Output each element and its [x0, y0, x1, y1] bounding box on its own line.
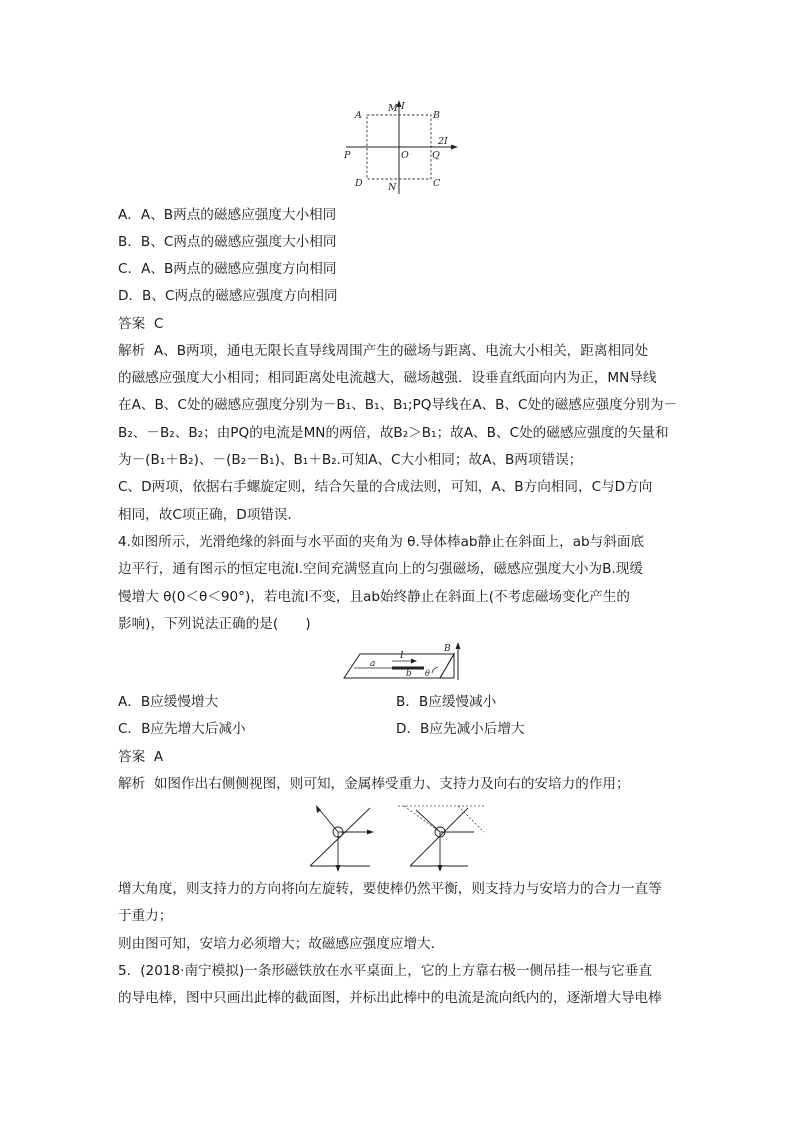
answer-label: 答案 [118, 316, 146, 332]
q3-answer [118, 315, 163, 333]
q3-analysis-line-5: 为－(B₁＋B₂)、－(B₂－B₁)、B₁＋B₂.可知A、C大小相同；故A、B两项错误； [118, 452, 583, 468]
q4-stem-line-1: 4.如图所示，光滑绝缘的斜面与水平面的夹角为 θ.导体棒ab静止在斜面上，ab与斜面底 [118, 534, 645, 550]
q3-analysis-line-4: B₂、－B₂、B₂；由PQ的电流是MN的两倍，故B₂＞B₁；故A、B、C处的磁感应强度的矢量和 [118, 425, 669, 441]
figure-square-wires [338, 98, 460, 196]
q4-analysis-line-1 [118, 775, 630, 793]
label-D: D [355, 178, 363, 189]
q3-analysis-line-3: 在A、B、C处的磁感应强度分别为－B₁、B₁、B₁;PQ导线在A、B、C处的磁感应强度分别为－ [118, 397, 678, 413]
label-N: N [388, 182, 397, 193]
label-O: O [401, 150, 409, 161]
figure-force-diagrams [298, 800, 498, 872]
q4-analysis-line-4: 则由图可知，安培力必须增大；故磁感应强度应增大． [118, 936, 445, 952]
answer-value: C [153, 316, 164, 332]
q4-option-b: B．B应缓慢减小 [396, 694, 497, 710]
label-C: C [433, 178, 441, 189]
q3-option-c: C．A、B两点的磁感应强度方向相同 [118, 261, 337, 277]
incline-label-I: I [400, 651, 404, 661]
analysis-label: 解析 [118, 343, 146, 359]
q3-analysis-line-2: 的磁感应强度大小相同；相同距离处电流越大，磁场越强．设垂直纸面向内为正，MN导线 [118, 370, 657, 386]
incline-label-b: b [406, 669, 412, 679]
q4-stem-line-3: 慢增大 θ(0＜θ＜90°)，若电流I不变，且ab始终静止在斜面上(不考虑磁场变化产生的 [118, 589, 630, 605]
analysis-label: 解析 [118, 776, 146, 792]
answer-label: 答案 [118, 749, 146, 765]
q5-stem-line-1: 5．(2018·南宁模拟)一条形磁铁放在水平桌面上，它的上方靠右极一侧吊挂一根与它垂直 [118, 963, 652, 979]
label-B: B [433, 110, 440, 121]
q3-option-d: D．B、C两点的磁感应强度方向相同 [118, 288, 338, 304]
q3-analysis-line-7: 相同，故C项正确，D项错误． [118, 507, 302, 523]
q4-analysis-line-3: 于重力； [118, 908, 173, 924]
figure-incline [340, 640, 464, 684]
incline-label-theta: θ [425, 669, 430, 678]
analysis-text: 如图作出右侧侧视图，则可知，金属棒受重力、支持力及向右的安培力的作用； [153, 776, 630, 792]
analysis-text: A、B两项，通电无限长直导线周围产生的磁场与距离、电流大小相关，距离相同处 [153, 343, 649, 359]
q4-analysis-line-2: 增大角度，则支持力的方向将向左旋转，要使棒仍然平衡，则支持力与安培力的合力一直等 [118, 881, 662, 897]
q3-analysis-line-6: C、D两项，依据右手螺旋定则，结合矢量的合成法则，可知，A、B方向相同，C与D方向 [118, 479, 653, 495]
q3-analysis-line-1 [118, 342, 648, 360]
label-Q: Q [432, 150, 440, 161]
q3-option-a: A．A、B两点的磁感应强度大小相同 [118, 207, 337, 223]
q4-option-d: D．B应先减小后增大 [396, 721, 525, 737]
incline-label-B: B [444, 644, 451, 654]
q4-option-c: C．B应先增大后减小 [118, 721, 246, 737]
incline-label-a: a [370, 659, 376, 669]
label-2I: 2I [438, 136, 448, 147]
label-A: A [355, 110, 362, 121]
label-P: P [344, 150, 351, 161]
q4-stem-line-4: 影响)，下列说法正确的是( ) [118, 616, 311, 632]
q3-option-b: B．B、C两点的磁感应强度大小相同 [118, 234, 337, 250]
q4-stem-line-2: 边平行，通有图示的恒定电流I.空间充满竖直向上的匀强磁场，磁感应强度大小为B.现缓 [118, 561, 643, 577]
label-I: I [401, 101, 405, 112]
answer-value: A [153, 749, 164, 765]
q4-answer [118, 748, 163, 766]
q4-option-a: A．B应缓慢增大 [118, 694, 219, 710]
q5-stem-line-2: 的导电棒，图中只画出此棒的截面图，并标出此棒中的电流是流向纸内的，逐渐增大导电棒 [118, 990, 662, 1006]
label-M: M [388, 103, 398, 114]
